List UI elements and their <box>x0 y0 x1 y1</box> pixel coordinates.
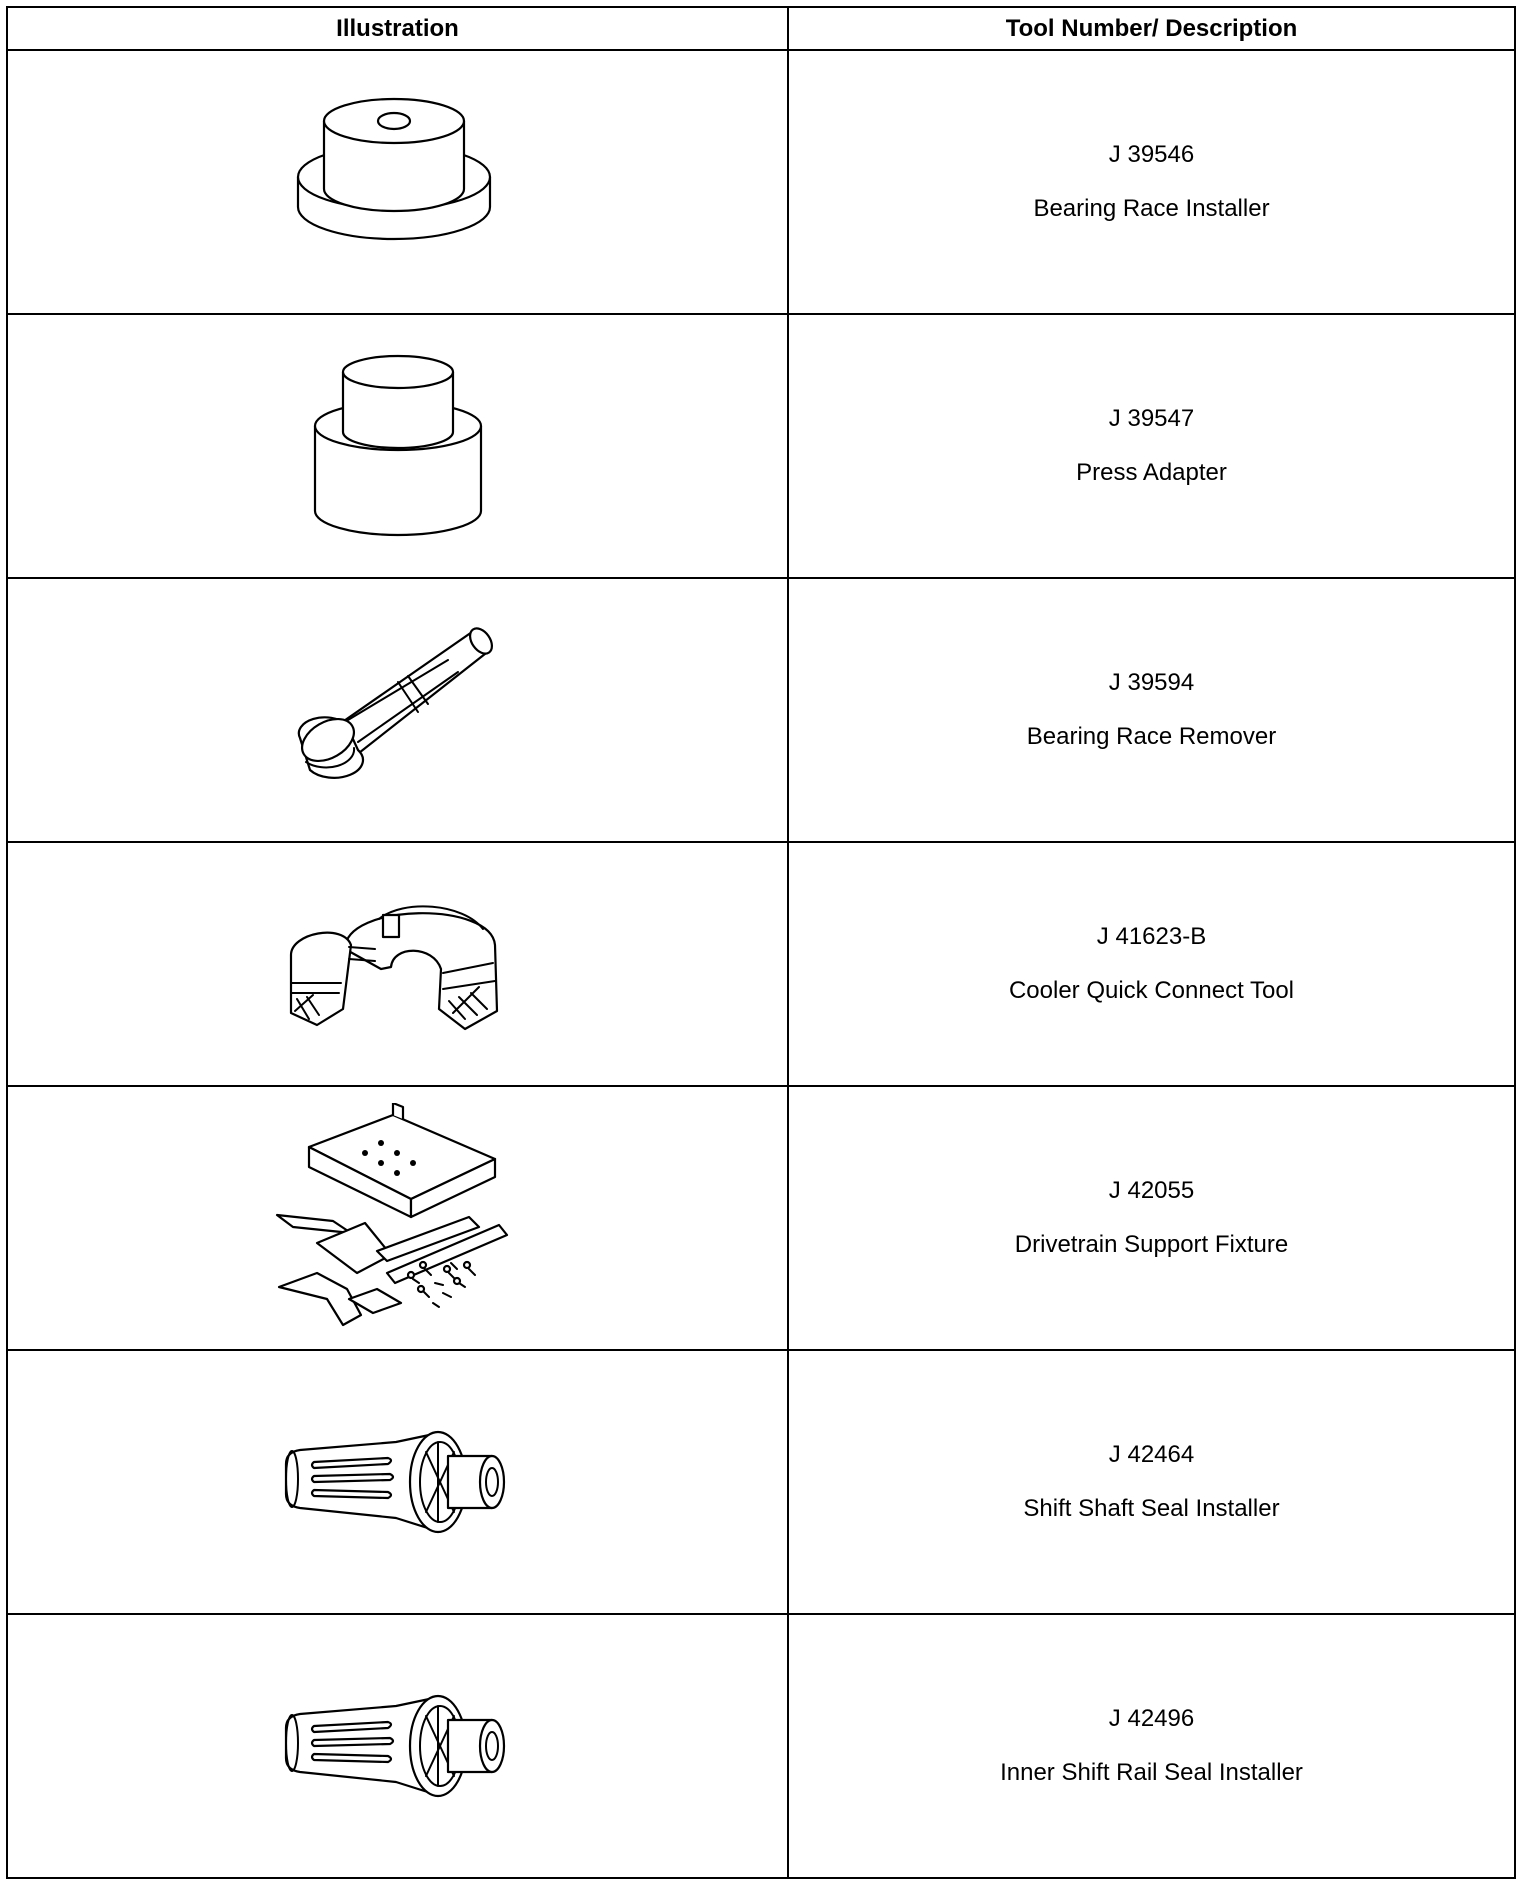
tool-number: J 39546 <box>1108 141 1195 168</box>
description-cell <box>788 1614 1515 1878</box>
description-cell <box>788 50 1515 314</box>
tool-number: J 39594 <box>1108 669 1195 696</box>
inner-shift-rail-seal-installer-icon <box>278 1686 518 1806</box>
description-cell <box>788 314 1515 578</box>
table-row <box>7 1614 1515 1878</box>
illustration-cell <box>7 842 788 1086</box>
description-cell <box>788 1350 1515 1614</box>
shift-shaft-seal-installer-icon <box>278 1422 518 1542</box>
press-adapter-icon <box>303 346 493 546</box>
description-cell <box>788 842 1515 1086</box>
header-illustration: Illustration <box>7 7 788 50</box>
cooler-quick-connect-tool-icon <box>283 889 513 1039</box>
header-tool-description: Tool Number/ Description <box>788 7 1515 50</box>
tool-name: Bearing Race Installer <box>1033 195 1270 222</box>
description-cell <box>788 578 1515 842</box>
illustration-cell <box>7 314 788 578</box>
table-row <box>7 314 1515 578</box>
drivetrain-support-fixture-icon <box>273 1103 523 1333</box>
illustration-cell <box>7 1614 788 1878</box>
table-row <box>7 50 1515 314</box>
tool-name: Press Adapter <box>1076 459 1227 486</box>
tool-name: Cooler Quick Connect Tool <box>1008 977 1295 1004</box>
table-row <box>7 1350 1515 1614</box>
bearing-race-installer-icon <box>288 97 508 267</box>
bearing-race-remover-icon <box>288 620 508 800</box>
table-row <box>7 842 1515 1086</box>
table-row <box>7 1086 1515 1350</box>
tool-number: J 42496 <box>1108 1705 1195 1732</box>
tool-number: J 42055 <box>1108 1177 1195 1204</box>
illustration-cell <box>7 50 788 314</box>
description-cell <box>788 1086 1515 1350</box>
tool-name: Inner Shift Rail Seal Installer <box>1000 1759 1303 1786</box>
illustration-cell <box>7 1086 788 1350</box>
table-row <box>7 578 1515 842</box>
special-tools-table <box>6 6 1516 1879</box>
tool-number: J 41623-B <box>1096 923 1207 950</box>
tool-name: Bearing Race Remover <box>1026 723 1277 750</box>
illustration-cell <box>7 578 788 842</box>
tool-number: J 39547 <box>1108 405 1195 432</box>
tool-number: J 42464 <box>1108 1441 1195 1468</box>
tool-name: Drivetrain Support Fixture <box>1014 1231 1289 1258</box>
tool-name: Shift Shaft Seal Installer <box>1023 1495 1280 1522</box>
illustration-cell <box>7 1350 788 1614</box>
header-row <box>7 7 1515 50</box>
